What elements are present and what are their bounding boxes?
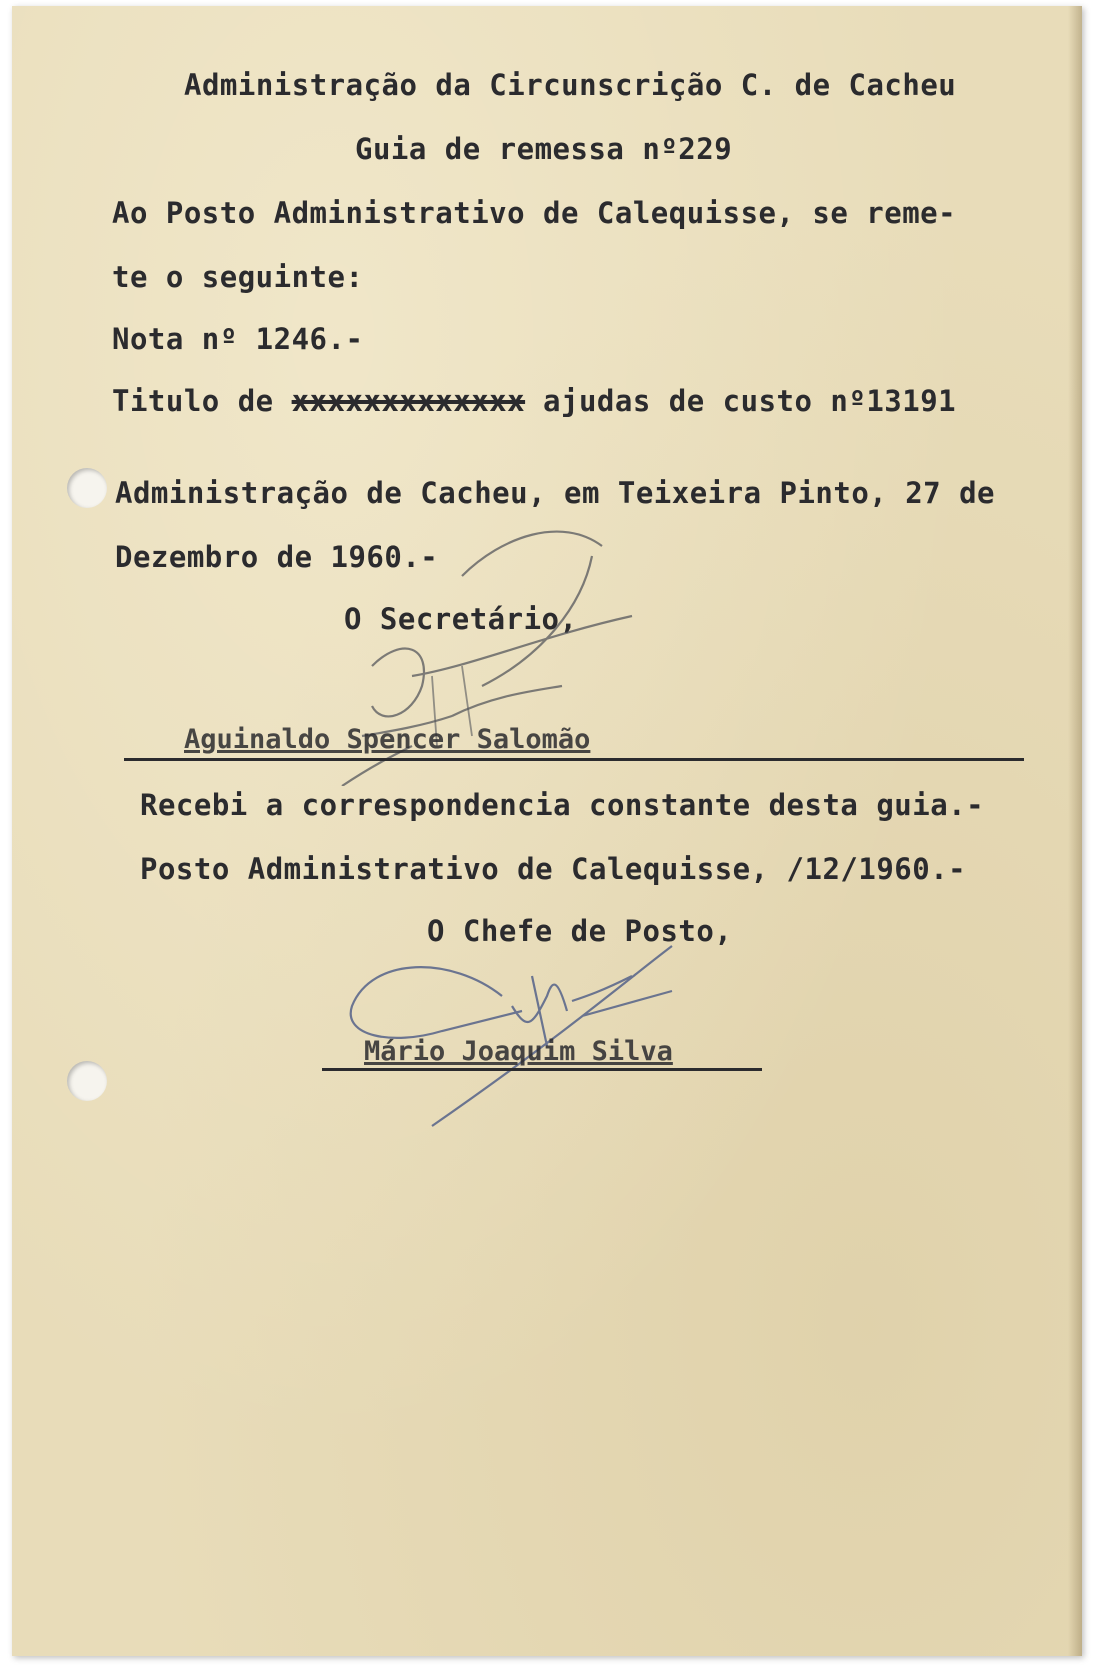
date-line: Dezembro de 1960.- [115,540,439,574]
secretary-name: Aguinaldo Spencer Salomão [184,724,591,755]
body-line-note: Nota nº 1246.- [112,322,364,356]
chief-title: O Chefe de Posto, [427,914,733,948]
title-suffix: ajudas de custo nº13191 [525,384,957,418]
body-line-addressee: Ao Posto Administrativo de Calequisse, se reme- [112,196,957,230]
body-line-title [112,384,956,418]
chief-signature-line [322,1068,762,1071]
chief-name: Mário Joaquim Silva [364,1036,673,1067]
document-number: Guia de remessa nº229 [355,132,733,166]
page-edge-shadow [1068,6,1082,1656]
document-page [12,6,1082,1656]
secretary-title: O Secretário, [344,602,578,636]
place-date-line: Administração de Cacheu, em Teixeira Pinto, 27 de [115,476,996,510]
secretary-signature-line [124,758,1024,761]
body-line-continuation: te o seguinte: [112,260,364,294]
header-title: Administração da Circunscrição C. de Cacheu [184,68,957,102]
title-prefix: Titulo de [112,384,292,418]
receipt-statement: Recebi a correspondencia constante desta guia.- [140,788,985,822]
punch-hole-top [67,468,107,508]
punch-hole-bottom [67,1061,107,1101]
receipt-place-date: Posto Administrativo de Calequisse, /12/1960.- [140,852,967,886]
struck-out-text: xxxxxxxxxxxxx [291,384,526,418]
